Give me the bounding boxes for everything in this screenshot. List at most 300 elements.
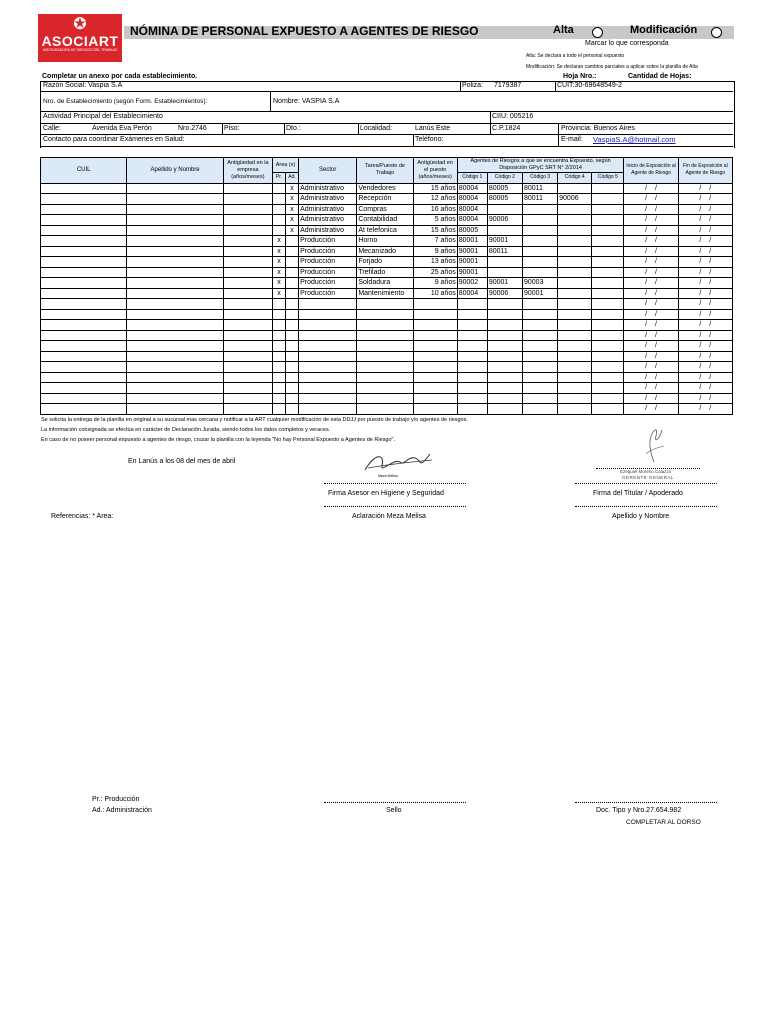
cell-c3[interactable] [523,215,558,226]
cell-ad[interactable] [286,383,299,394]
cell-sector[interactable]: Producción [299,267,357,278]
cell-ad[interactable] [286,330,299,341]
cell-inicio[interactable]: / / [624,183,678,194]
cell-ad[interactable] [286,257,299,268]
cell-c3[interactable] [523,257,558,268]
cell-tarea[interactable] [357,330,413,341]
cell-antig[interactable] [413,320,457,331]
cell-ad[interactable] [286,309,299,320]
cell-c5[interactable] [592,225,624,236]
cell-c5[interactable] [592,341,624,352]
cell-c2[interactable] [487,309,522,320]
cell-c3[interactable] [523,351,558,362]
cell-ad[interactable] [286,246,299,257]
cell-antig[interactable] [413,393,457,404]
cell-inicio[interactable]: / / [624,372,678,383]
cell-antig[interactable]: 10 años [413,288,457,299]
cell-antig[interactable]: 9 años [413,246,457,257]
cell-c2[interactable]: 80005 [487,194,522,205]
cell-antig-empresa[interactable] [223,299,272,310]
cell-inicio[interactable]: / / [624,278,678,289]
cell-c3[interactable] [523,225,558,236]
cell-apellido[interactable] [127,320,223,331]
cell-tarea[interactable] [357,341,413,352]
cell-sector[interactable] [299,330,357,341]
cell-fin[interactable]: / / [678,320,732,331]
cell-ad[interactable] [286,267,299,278]
cell-inicio[interactable]: / / [624,236,678,247]
cell-c1[interactable] [457,393,487,404]
cell-tarea[interactable] [357,404,413,415]
cell-c5[interactable] [592,215,624,226]
cell-c1[interactable] [457,404,487,415]
alta-radio[interactable] [592,27,603,38]
cell-inicio[interactable]: / / [624,362,678,373]
cell-c5[interactable] [592,278,624,289]
cell-c5[interactable] [592,204,624,215]
cell-cuil[interactable] [41,267,127,278]
cell-antig[interactable]: 25 años [413,267,457,278]
cell-c5[interactable] [592,183,624,194]
cell-antig[interactable]: 15 años [413,225,457,236]
cell-c5[interactable] [592,309,624,320]
cell-antig-empresa[interactable] [223,393,272,404]
cell-c5[interactable] [592,267,624,278]
cell-c3[interactable] [523,267,558,278]
cell-pr[interactable]: x [272,236,285,247]
cell-inicio[interactable]: / / [624,215,678,226]
cell-tarea[interactable] [357,309,413,320]
cell-fin[interactable]: / / [678,194,732,205]
cell-ad[interactable] [286,404,299,415]
cell-cuil[interactable] [41,278,127,289]
cell-c2[interactable] [487,383,522,394]
cell-c4[interactable] [558,362,592,373]
cell-antig[interactable] [413,341,457,352]
cell-antig-empresa[interactable] [223,341,272,352]
cell-antig[interactable] [413,383,457,394]
cell-antig[interactable]: 15 años [413,183,457,194]
cell-pr[interactable] [272,404,285,415]
cell-apellido[interactable] [127,330,223,341]
cell-pr[interactable]: x [272,267,285,278]
cell-c2[interactable] [487,372,522,383]
cell-c2[interactable] [487,404,522,415]
cell-inicio[interactable]: / / [624,204,678,215]
cell-antig[interactable] [413,330,457,341]
cell-ad[interactable]: x [286,215,299,226]
cell-c5[interactable] [592,320,624,331]
cell-c3[interactable]: 90001 [523,288,558,299]
cell-c1[interactable] [457,299,487,310]
cell-c4[interactable] [558,320,592,331]
cell-pr[interactable] [272,393,285,404]
cell-c4[interactable] [558,372,592,383]
cell-c1[interactable]: 90001 [457,246,487,257]
cell-c3[interactable] [523,393,558,404]
cell-antig[interactable]: 13 años [413,257,457,268]
cell-fin[interactable]: / / [678,309,732,320]
cell-c1[interactable]: 90002 [457,278,487,289]
cell-antig-empresa[interactable] [223,236,272,247]
cell-inicio[interactable]: / / [624,299,678,310]
cell-sector[interactable]: Administrativo [299,215,357,226]
cell-c2[interactable] [487,267,522,278]
cell-c3[interactable] [523,330,558,341]
cell-apellido[interactable] [127,194,223,205]
cell-fin[interactable]: / / [678,267,732,278]
cell-inicio[interactable]: / / [624,194,678,205]
cell-cuil[interactable] [41,372,127,383]
cell-c4[interactable] [558,215,592,226]
cell-cuil[interactable] [41,204,127,215]
cell-apellido[interactable] [127,246,223,257]
cell-cuil[interactable] [41,236,127,247]
cell-antig[interactable] [413,309,457,320]
cell-c1[interactable]: 80004 [457,288,487,299]
cell-inicio[interactable]: / / [624,309,678,320]
cell-antig-empresa[interactable] [223,267,272,278]
cell-apellido[interactable] [127,341,223,352]
cell-c1[interactable] [457,362,487,373]
cell-c5[interactable] [592,372,624,383]
cell-antig[interactable] [413,351,457,362]
cell-c4[interactable] [558,309,592,320]
cell-ad[interactable]: x [286,194,299,205]
cell-antig-empresa[interactable] [223,404,272,415]
cell-ad[interactable] [286,278,299,289]
cell-c1[interactable] [457,309,487,320]
cell-cuil[interactable] [41,393,127,404]
cell-antig-empresa[interactable] [223,351,272,362]
cell-antig[interactable]: 7 años [413,236,457,247]
cell-apellido[interactable] [127,215,223,226]
cell-pr[interactable] [272,309,285,320]
cell-apellido[interactable] [127,309,223,320]
cell-antig-empresa[interactable] [223,257,272,268]
cell-c4[interactable] [558,341,592,352]
cell-sector[interactable] [299,320,357,331]
cell-apellido[interactable] [127,372,223,383]
cell-c3[interactable] [523,372,558,383]
cell-ad[interactable] [286,288,299,299]
cell-tarea[interactable]: Contabilidad [357,215,413,226]
cell-fin[interactable]: / / [678,257,732,268]
cell-pr[interactable] [272,215,285,226]
cell-fin[interactable]: / / [678,330,732,341]
cell-inicio[interactable]: / / [624,246,678,257]
cell-cuil[interactable] [41,194,127,205]
cell-c4[interactable] [558,288,592,299]
cell-c5[interactable] [592,351,624,362]
cell-pr[interactable] [272,372,285,383]
cell-c1[interactable]: 90001 [457,257,487,268]
cell-ad[interactable]: x [286,225,299,236]
cell-apellido[interactable] [127,393,223,404]
cell-pr[interactable]: x [272,278,285,289]
cell-c2[interactable] [487,393,522,404]
cell-c4[interactable] [558,267,592,278]
cell-c5[interactable] [592,194,624,205]
cell-c1[interactable] [457,351,487,362]
cell-inicio[interactable]: / / [624,330,678,341]
cell-ad[interactable]: x [286,204,299,215]
cell-c3[interactable] [523,246,558,257]
cell-antig-empresa[interactable] [223,330,272,341]
cell-inicio[interactable]: / / [624,404,678,415]
cell-tarea[interactable]: Recepción [357,194,413,205]
cell-c1[interactable]: 90001 [457,267,487,278]
cell-fin[interactable]: / / [678,278,732,289]
cell-sector[interactable]: Administrativo [299,194,357,205]
cell-sector[interactable]: Administrativo [299,204,357,215]
cell-fin[interactable]: / / [678,299,732,310]
cell-antig-empresa[interactable] [223,225,272,236]
cell-fin[interactable]: / / [678,372,732,383]
cell-pr[interactable] [272,299,285,310]
cell-antig[interactable] [413,404,457,415]
cell-c5[interactable] [592,257,624,268]
cell-c2[interactable]: 90006 [487,215,522,226]
cell-apellido[interactable] [127,236,223,247]
cell-apellido[interactable] [127,351,223,362]
cell-antig-empresa[interactable] [223,309,272,320]
cell-tarea[interactable] [357,320,413,331]
cell-c2[interactable] [487,257,522,268]
cell-fin[interactable]: / / [678,236,732,247]
cell-sector[interactable]: Producción [299,278,357,289]
cell-c1[interactable]: 80005 [457,225,487,236]
cell-antig[interactable] [413,362,457,373]
cell-cuil[interactable] [41,341,127,352]
cell-c3[interactable]: 80011 [523,183,558,194]
cell-apellido[interactable] [127,257,223,268]
cell-c4[interactable] [558,351,592,362]
cell-ad[interactable] [286,372,299,383]
cell-fin[interactable]: / / [678,383,732,394]
cell-apellido[interactable] [127,299,223,310]
cell-c5[interactable] [592,330,624,341]
cell-antig[interactable] [413,299,457,310]
cell-c3[interactable] [523,383,558,394]
cell-tarea[interactable]: Mecanizado [357,246,413,257]
cell-sector[interactable] [299,299,357,310]
cell-cuil[interactable] [41,383,127,394]
cell-cuil[interactable] [41,404,127,415]
cell-c4[interactable] [558,225,592,236]
cell-inicio[interactable]: / / [624,351,678,362]
cell-sector[interactable]: Administrativo [299,183,357,194]
cell-cuil[interactable] [41,257,127,268]
cell-antig-empresa[interactable] [223,362,272,373]
cell-fin[interactable]: / / [678,225,732,236]
cell-fin[interactable]: / / [678,215,732,226]
cell-fin[interactable]: / / [678,183,732,194]
cell-c2[interactable]: 90001 [487,278,522,289]
cell-c1[interactable] [457,330,487,341]
cell-c4[interactable]: 90006 [558,194,592,205]
cell-pr[interactable] [272,225,285,236]
cell-tarea[interactable]: Horno [357,236,413,247]
cell-c4[interactable] [558,330,592,341]
cell-sector[interactable] [299,393,357,404]
cell-pr[interactable]: x [272,257,285,268]
cell-cuil[interactable] [41,330,127,341]
cell-c2[interactable] [487,225,522,236]
cell-pr[interactable] [272,362,285,373]
cell-tarea[interactable]: At telefonica [357,225,413,236]
cell-ad[interactable] [286,351,299,362]
cell-ad[interactable] [286,320,299,331]
cell-sector[interactable] [299,309,357,320]
cell-c3[interactable] [523,362,558,373]
cell-cuil[interactable] [41,246,127,257]
cell-c2[interactable]: 80005 [487,183,522,194]
cell-fin[interactable]: / / [678,393,732,404]
cell-c5[interactable] [592,299,624,310]
cell-ad[interactable] [286,393,299,404]
cell-c1[interactable] [457,383,487,394]
cell-c2[interactable] [487,351,522,362]
modificacion-radio[interactable] [711,27,722,38]
cell-apellido[interactable] [127,362,223,373]
cell-c5[interactable] [592,383,624,394]
cell-c3[interactable] [523,320,558,331]
cell-tarea[interactable] [357,299,413,310]
cell-ad[interactable] [286,299,299,310]
cell-antig-empresa[interactable] [223,183,272,194]
cell-inicio[interactable]: / / [624,383,678,394]
cell-cuil[interactable] [41,183,127,194]
cell-fin[interactable]: / / [678,341,732,352]
cell-antig-empresa[interactable] [223,215,272,226]
cell-cuil[interactable] [41,225,127,236]
cell-pr[interactable] [272,351,285,362]
cell-c3[interactable]: 90003 [523,278,558,289]
cell-apellido[interactable] [127,204,223,215]
cell-c4[interactable] [558,404,592,415]
cell-c3[interactable] [523,204,558,215]
cell-antig-empresa[interactable] [223,246,272,257]
cell-cuil[interactable] [41,288,127,299]
cell-c1[interactable]: 80004 [457,215,487,226]
cell-inicio[interactable]: / / [624,267,678,278]
cell-c4[interactable] [558,246,592,257]
cell-apellido[interactable] [127,383,223,394]
cell-c1[interactable]: 80004 [457,183,487,194]
cell-c5[interactable] [592,393,624,404]
cell-c4[interactable] [558,278,592,289]
cell-tarea[interactable] [357,393,413,404]
cell-sector[interactable] [299,351,357,362]
cell-antig-empresa[interactable] [223,372,272,383]
cell-c5[interactable] [592,362,624,373]
cell-antig[interactable]: 12 años [413,194,457,205]
cell-sector[interactable] [299,404,357,415]
cell-apellido[interactable] [127,404,223,415]
cell-pr[interactable] [272,341,285,352]
cell-c2[interactable] [487,362,522,373]
cell-c2[interactable] [487,341,522,352]
cell-c4[interactable] [558,257,592,268]
cell-pr[interactable] [272,204,285,215]
cell-tarea[interactable] [357,383,413,394]
cell-apellido[interactable] [127,225,223,236]
cell-fin[interactable]: / / [678,246,732,257]
cell-inicio[interactable]: / / [624,288,678,299]
cell-c1[interactable] [457,372,487,383]
cell-pr[interactable] [272,320,285,331]
cell-c1[interactable]: 80001 [457,236,487,247]
cell-sector[interactable] [299,383,357,394]
cell-antig-empresa[interactable] [223,383,272,394]
cell-c5[interactable] [592,246,624,257]
cell-c4[interactable] [558,393,592,404]
cell-apellido[interactable] [127,288,223,299]
cell-c3[interactable] [523,341,558,352]
cell-tarea[interactable] [357,372,413,383]
email-link[interactable]: VaspiaS.A@hotmail.com [593,135,676,144]
cell-antig[interactable]: 5 años [413,215,457,226]
cell-sector[interactable]: Producción [299,246,357,257]
cell-cuil[interactable] [41,215,127,226]
cell-sector[interactable]: Administrativo [299,225,357,236]
cell-c4[interactable] [558,204,592,215]
cell-cuil[interactable] [41,309,127,320]
cell-c3[interactable]: 80011 [523,194,558,205]
cell-c2[interactable]: 90001 [487,236,522,247]
cell-tarea[interactable]: Forjado [357,257,413,268]
cell-cuil[interactable] [41,299,127,310]
cell-antig-empresa[interactable] [223,288,272,299]
cell-c2[interactable] [487,330,522,341]
cell-ad[interactable] [286,236,299,247]
cell-c1[interactable]: 80004 [457,194,487,205]
cell-pr[interactable] [272,330,285,341]
cell-ad[interactable]: x [286,183,299,194]
cell-c4[interactable] [558,183,592,194]
cell-c2[interactable] [487,204,522,215]
cell-c2[interactable]: 90006 [487,288,522,299]
cell-c1[interactable] [457,320,487,331]
cell-pr[interactable] [272,383,285,394]
cell-inicio[interactable]: / / [624,341,678,352]
cell-pr[interactable] [272,183,285,194]
cell-tarea[interactable]: Vendedores [357,183,413,194]
cell-c4[interactable] [558,236,592,247]
cell-cuil[interactable] [41,320,127,331]
cell-c2[interactable] [487,320,522,331]
cell-apellido[interactable] [127,267,223,278]
cell-tarea[interactable]: Trefilado [357,267,413,278]
cell-sector[interactable] [299,372,357,383]
cell-c2[interactable]: 80011 [487,246,522,257]
cell-antig-empresa[interactable] [223,194,272,205]
cell-c3[interactable] [523,299,558,310]
cell-c4[interactable] [558,383,592,394]
cell-pr[interactable]: x [272,246,285,257]
cell-c5[interactable] [592,288,624,299]
cell-c3[interactable] [523,404,558,415]
cell-fin[interactable]: / / [678,351,732,362]
cell-fin[interactable]: / / [678,362,732,373]
cell-ad[interactable] [286,341,299,352]
cell-ad[interactable] [286,362,299,373]
cell-fin[interactable]: / / [678,288,732,299]
cell-c2[interactable] [487,299,522,310]
cell-antig[interactable]: 16 años [413,204,457,215]
cell-inicio[interactable]: / / [624,225,678,236]
